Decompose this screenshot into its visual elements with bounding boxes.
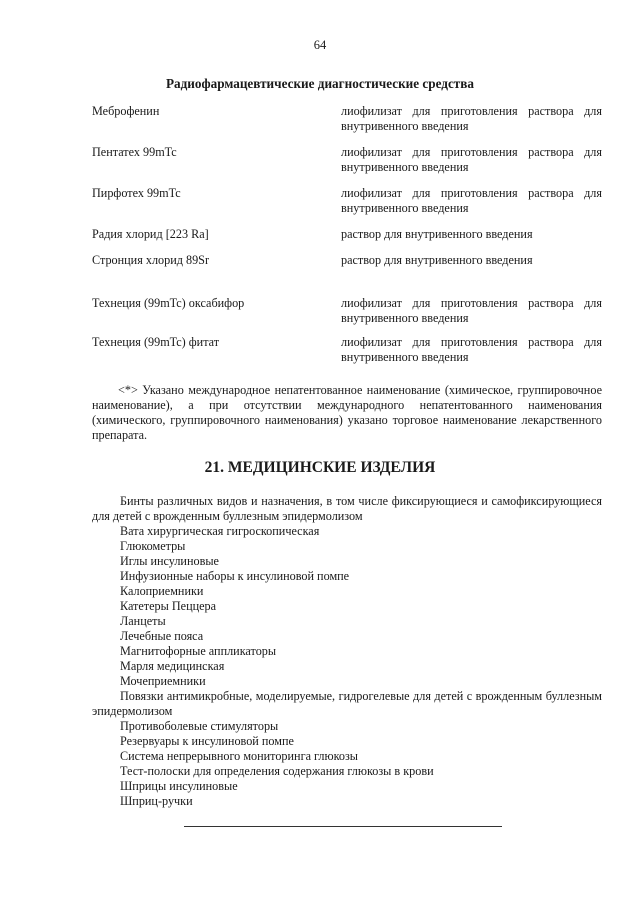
list-item: Тест-полоски для определения содержания глюкозы в крови: [120, 764, 434, 778]
drug-form: лиофилизат для приготовления раствора для внутривенного введения: [341, 296, 602, 325]
footnote: [92, 383, 602, 443]
list-item: Резервуары к инсулиновой помпе: [120, 734, 294, 748]
list-item: Вата хирургическая гигроскопическая: [120, 524, 320, 538]
drug-name: Пентатех 99mTc: [92, 145, 177, 159]
drug-name: Пирфотех 99mTc: [92, 186, 181, 200]
drug-name: Меброфенин: [92, 104, 160, 118]
list-item: Лечебные пояса: [120, 629, 204, 643]
list-item: Ланцеты: [120, 614, 166, 628]
list-item: Система непрерывного мониторинга глюкозы: [120, 749, 358, 763]
drug-form: раствор для внутривенного введения: [341, 253, 533, 267]
list-item: Бинты различных видов и назначения, в том числе фиксирующиеся и самофиксирующиеся для детей с врожденным буллезным эпидермолизом: [92, 494, 602, 523]
page-number: 64: [313, 38, 327, 52]
drug-name: Радия хлорид [223 Ra]: [92, 227, 209, 241]
list-item: Иглы инсулиновые: [120, 554, 219, 568]
list-item: Повязки антимикробные, моделируемые, гидрогелевые для детей с врожденным буллезным эпидермолизом: [92, 689, 602, 718]
section-heading: Радиофармацевтические диагностические средства: [165, 76, 475, 91]
medical-devices-list: [92, 494, 602, 809]
drug-name: Стронция хлорид 89Sr: [92, 253, 210, 267]
drug-form: лиофилизат для приготовления раствора для внутривенного введения: [341, 335, 602, 364]
list-item: Магнитофорные аппликаторы: [120, 644, 277, 658]
footnote-text: <*> Указано международное непатентованное наименование (химическое, группировочное наименование), а при отсутствии международного непатентованного наименования (химического, группировочного наименования) указано торговое наименование лекарственного препарата.: [92, 383, 602, 442]
list-item: Калоприемники: [120, 584, 204, 598]
drug-name: Технеция (99mTc) фитат: [92, 335, 220, 349]
list-item: Шприц-ручки: [120, 794, 193, 808]
list-item: Катетеры Пеццера: [120, 599, 217, 613]
list-item: Глюкометры: [120, 539, 186, 553]
drug-form: лиофилизат для приготовления раствора для внутривенного введения: [341, 145, 602, 174]
chapter-heading: 21. МЕДИЦИНСКИЕ ИЗДЕЛИЯ: [204, 459, 436, 476]
list-item: Инфузионные наборы к инсулиновой помпе: [120, 569, 350, 583]
drug-name: Технеция (99mTc) оксабифор: [92, 296, 245, 310]
drug-form: лиофилизат для приготовления раствора для внутривенного введения: [341, 104, 602, 133]
signature-rule: [184, 826, 502, 827]
list-item: Марля медицинская: [120, 659, 225, 673]
drug-form: раствор для внутривенного введения: [341, 227, 533, 241]
list-item: Шприцы инсулиновые: [120, 779, 238, 793]
list-item: Противоболевые стимуляторы: [120, 719, 279, 733]
list-item: Мочеприемники: [120, 674, 206, 688]
drug-form: лиофилизат для приготовления раствора для внутривенного введения: [341, 186, 602, 215]
